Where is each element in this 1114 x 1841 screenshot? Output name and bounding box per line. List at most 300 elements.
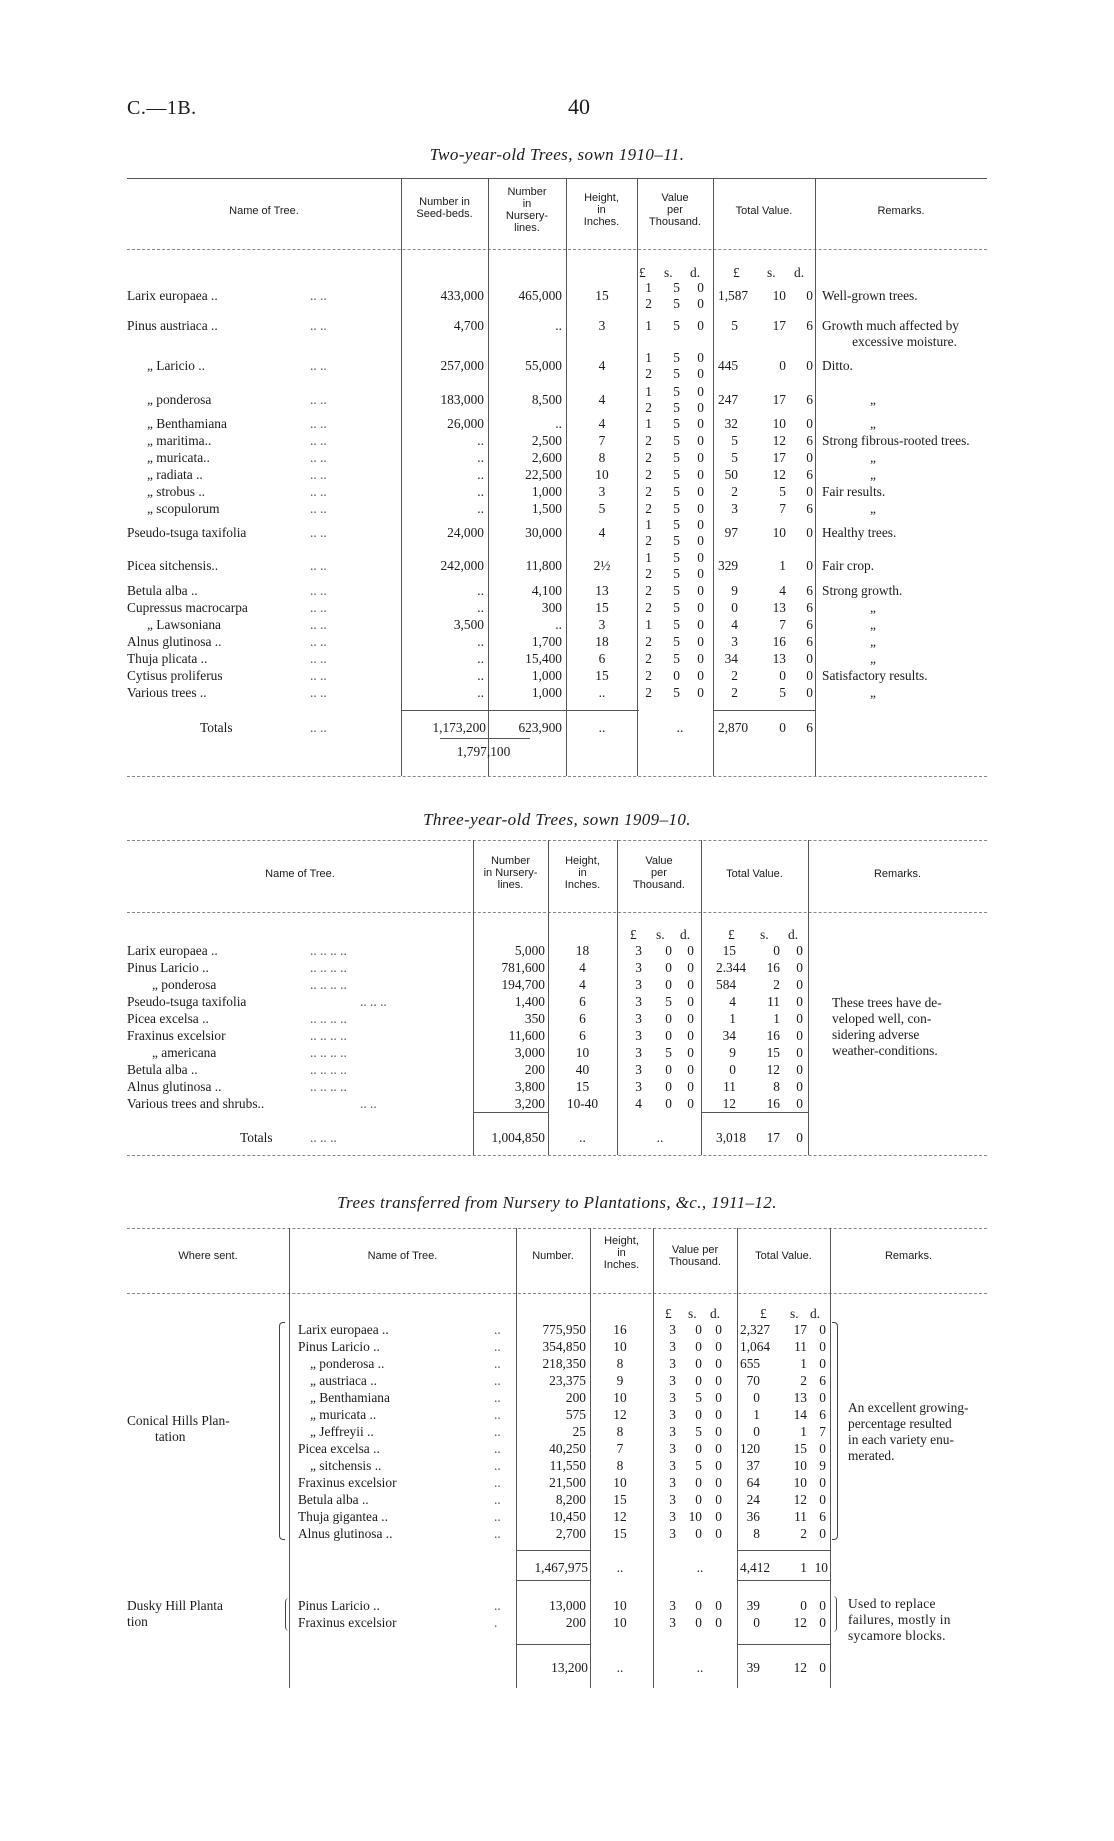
header-remarks — [815, 205, 987, 217]
value-shillings: 5 — [673, 416, 680, 431]
nursery-lines-total: 1,004,850 — [491, 1130, 545, 1145]
table-row — [0, 617, 1114, 633]
total-value-pence: 0 — [806, 484, 813, 499]
leader-dots: .. .. — [310, 501, 327, 516]
value-pence: 0 — [687, 1045, 694, 1060]
nursery-lines-count: .. — [555, 318, 562, 333]
height-inches: 10 — [613, 1390, 627, 1405]
table-row — [0, 943, 1114, 959]
number-transferred: 10,450 — [549, 1509, 586, 1524]
combined-total: 1,797,100 — [456, 744, 511, 759]
leader-dots: .. .. .. .. — [310, 1062, 347, 1077]
rule-line — [127, 776, 987, 777]
brace-right — [832, 1322, 838, 1540]
value-shillings: 5 — [673, 350, 680, 365]
grand-total-value-pence: 6 — [806, 720, 813, 735]
tree-name: Larix europaea .. — [298, 1322, 389, 1337]
value-pounds: 2 — [645, 484, 652, 499]
value-pounds: 2 — [645, 685, 652, 700]
height-inches: 6 — [598, 651, 606, 666]
total-value-pounds: 70 — [746, 1373, 760, 1388]
value-pence: 0 — [715, 1322, 722, 1337]
number-transferred: 200 — [565, 1615, 586, 1630]
value-pence: 0 — [697, 384, 704, 399]
total-value-pounds: 11 — [723, 1079, 736, 1094]
units-row — [0, 1306, 1114, 1322]
total-value-pence: 0 — [806, 288, 813, 303]
value-shillings: 5 — [673, 617, 680, 632]
total-value-pence: 0 — [819, 1492, 826, 1507]
page-header-code: C.—1B. — [127, 97, 197, 119]
height-inches: 7 — [616, 1441, 624, 1456]
value-pounds: 3 — [669, 1441, 676, 1456]
nursery-lines-count: 1,000 — [531, 685, 562, 700]
header-total-value — [737, 1250, 830, 1262]
leader-dots: .. .. .. .. — [310, 1079, 347, 1094]
rule-line — [127, 1155, 987, 1156]
value-pounds: 3 — [669, 1407, 676, 1422]
value-pence: 0 — [687, 1079, 694, 1094]
total-value-pence: 0 — [819, 1526, 826, 1541]
value-pounds: 3 — [669, 1373, 676, 1388]
height-subtotal: .. — [616, 1560, 624, 1575]
total-value-shillings: 13 — [772, 600, 786, 615]
value-pence: 0 — [715, 1458, 722, 1473]
value-pence: 0 — [697, 634, 704, 649]
table-row — [0, 384, 1114, 415]
total-value-shillings: 10 — [793, 1458, 807, 1473]
total-value-pence: 0 — [819, 1598, 826, 1613]
table-row — [0, 280, 1114, 311]
leader-dots: .. .. — [310, 433, 327, 448]
seed-beds-count: 257,000 — [440, 358, 484, 373]
total-value-pence: 6 — [806, 392, 813, 407]
where-line: Conical Hills Plan- — [127, 1413, 230, 1428]
value-shillings: 5 — [695, 1390, 702, 1405]
number-transferred: 11,550 — [549, 1458, 586, 1473]
total-value-pounds: 24 — [746, 1492, 760, 1507]
seed-beds-count: 26,000 — [447, 416, 484, 431]
nursery-lines-count: 300 — [541, 600, 562, 615]
leader-dots: .. — [494, 1373, 501, 1388]
rule-line — [737, 1644, 830, 1645]
height-inches: 13 — [595, 583, 609, 598]
height-subtotal: .. — [616, 1660, 624, 1675]
subtotal-value-shillings: 1 — [800, 1560, 807, 1575]
leader-dots: .. — [494, 1322, 501, 1337]
brace-right — [832, 1596, 837, 1632]
total-value-pounds: 34 — [722, 1028, 736, 1043]
value-pounds: 2 — [645, 583, 652, 598]
nursery-lines-count: 2,500 — [531, 433, 562, 448]
height-inches: 7 — [598, 433, 606, 448]
height-inches: 4 — [579, 960, 586, 975]
remark-line: percentage resulted — [848, 1416, 952, 1431]
value-pounds: 3 — [635, 1011, 642, 1026]
header-name-of-tree — [127, 205, 401, 217]
total-value-pence: 0 — [796, 960, 803, 975]
nursery-lines-count: 4,100 — [531, 583, 562, 598]
nursery-lines-count: .. — [555, 617, 562, 632]
unit-pence: d. — [710, 1306, 721, 1321]
table-row — [0, 583, 1114, 599]
unit-pound: £ — [665, 1306, 672, 1321]
tree-name: „ ponderosa — [152, 977, 217, 992]
header-height-line: Inches. — [564, 879, 601, 891]
leader-dots: .. .. — [310, 583, 327, 598]
value-pounds: 1 — [645, 617, 652, 632]
tree-name: „ muricata .. — [310, 1407, 377, 1422]
height-inches: 10 — [575, 1045, 590, 1060]
value-pounds: 3 — [635, 994, 642, 1009]
grand-total-value-pounds: 3,018 — [716, 1130, 747, 1145]
rule-line — [713, 710, 815, 711]
value-pounds: 1 — [645, 384, 652, 399]
total-value-pence: 0 — [796, 994, 803, 1009]
total-value-pounds: 2,327 — [740, 1322, 771, 1337]
table-row — [0, 1526, 1114, 1542]
height-inches: 15 — [595, 288, 609, 303]
height-inches: 18 — [595, 634, 609, 649]
total-value-shillings: 17 — [793, 1322, 807, 1337]
number-transferred: 575 — [565, 1407, 586, 1422]
rule-line — [127, 1228, 987, 1229]
unit-total-pence: d. — [788, 927, 799, 942]
tree-name: Picea excelsa .. — [127, 1011, 209, 1026]
value-shillings: 0 — [665, 1062, 672, 1077]
total-value-shillings: 2 — [800, 1373, 807, 1388]
total-value-shillings: 16 — [772, 634, 786, 649]
subtotal-value-shillings: 12 — [793, 1660, 807, 1675]
total-value-pounds: 9 — [731, 583, 738, 598]
leader-dots: .. .. — [310, 525, 327, 540]
height-inches: 12 — [613, 1509, 627, 1524]
remark-text: „ — [870, 600, 876, 615]
total-value-pounds: 32 — [724, 416, 738, 431]
value-pounds: 3 — [669, 1492, 676, 1507]
unit-shilling: s. — [664, 265, 673, 280]
height-inches: 3 — [598, 318, 606, 333]
where-sent-conical-hills — [127, 1413, 277, 1445]
value-shillings: 5 — [695, 1458, 702, 1473]
total-value-pounds: 5 — [731, 433, 738, 448]
tree-name: Cytisus proliferus — [127, 668, 223, 683]
nursery-lines-count: 55,000 — [525, 358, 562, 373]
value-pounds: 3 — [669, 1390, 676, 1405]
value-pounds: 2 — [645, 450, 652, 465]
value-shillings: 5 — [673, 450, 680, 465]
header-nursery-lines-line: Number — [507, 186, 547, 198]
tree-name: Larix europaea .. — [127, 943, 218, 958]
tree-name: Pinus Laricio .. — [127, 960, 209, 975]
total-value-pounds: 0 — [753, 1390, 760, 1405]
height-inches: 6 — [579, 1028, 586, 1043]
total-value-shillings: 8 — [773, 1079, 780, 1094]
number-subtotal: 13,200 — [551, 1660, 588, 1675]
total-value-pounds: 97 — [724, 525, 738, 540]
unit-total-pound: £ — [728, 927, 735, 942]
header-value-per-thousand-line: Value — [645, 855, 673, 867]
leader-dots: .. .. — [310, 358, 327, 373]
value-pence: 0 — [697, 550, 704, 565]
value-pounds: 3 — [635, 1045, 642, 1060]
value-shillings: 0 — [695, 1322, 702, 1337]
total-value-shillings: 0 — [779, 668, 786, 683]
value-shillings: 5 — [673, 384, 680, 399]
total-value-shillings: 16 — [766, 1028, 780, 1043]
leader-dots: .. .. — [310, 484, 327, 499]
total-value-pounds: 0 — [729, 1062, 736, 1077]
value-pence: 0 — [697, 366, 704, 381]
value-shillings: 0 — [673, 668, 680, 683]
nursery-lines-total: 623,900 — [518, 720, 562, 735]
nursery-lines-count: 2,600 — [531, 450, 562, 465]
leader-dots: .. .. — [310, 416, 327, 431]
nursery-lines-count: 11,600 — [508, 1028, 545, 1043]
total-value-shillings: 0 — [800, 1598, 807, 1613]
value-pounds: 2 — [645, 400, 652, 415]
table-row — [0, 1322, 1114, 1338]
value-pence: 0 — [687, 1011, 694, 1026]
value-pounds: 3 — [635, 943, 642, 958]
value-pence: 0 — [697, 318, 704, 333]
height-inches: 3 — [598, 617, 606, 632]
value-pounds: 3 — [669, 1424, 676, 1439]
nursery-lines-count: .. — [555, 416, 562, 431]
value-shillings: 5 — [695, 1424, 702, 1439]
remark-line: Used to replace — [848, 1596, 936, 1611]
total-value-pence: 0 — [806, 668, 813, 683]
leader-dots: .. — [494, 1509, 501, 1524]
total-value-pence: 0 — [796, 1045, 803, 1060]
total-value-pence: 6 — [806, 634, 813, 649]
value-pounds: 2 — [645, 533, 652, 548]
value-pounds: 2 — [645, 566, 652, 581]
nursery-lines-count: 3,000 — [514, 1045, 545, 1060]
height-inches: 8 — [616, 1424, 624, 1439]
leader-dots: .. .. — [310, 685, 327, 700]
table-row — [0, 668, 1114, 684]
total-value-shillings: 13 — [772, 651, 786, 666]
height-inches: 8 — [616, 1458, 624, 1473]
total-value-shillings: 2 — [773, 977, 780, 992]
value-shillings: 5 — [673, 533, 680, 548]
total-value-shillings: 15 — [793, 1441, 807, 1456]
remark-text: Satisfactory results. — [822, 668, 928, 683]
height-inches: 10 — [595, 467, 609, 482]
number-transferred: 354,850 — [542, 1339, 586, 1354]
totals-label: Totals — [240, 1130, 273, 1145]
value-pence: 0 — [697, 467, 704, 482]
leader-dots: .. .. .. — [310, 1130, 337, 1145]
remark-text: Ditto. — [822, 358, 853, 373]
value-shillings: 0 — [695, 1598, 702, 1613]
brace-left — [279, 1322, 285, 1540]
tree-name: „ ponderosa .. — [310, 1356, 385, 1371]
header-nursery-lines-line: in — [522, 198, 532, 210]
header-total-value — [701, 868, 808, 880]
header-name-of-tree-line: Name of Tree. — [367, 1250, 438, 1262]
leader-dots: .. — [494, 1598, 501, 1613]
total-value-pounds: 329 — [718, 558, 739, 573]
header-remarks-line: Remarks. — [877, 205, 925, 217]
value-pounds: 2 — [645, 296, 652, 311]
height-inches: 6 — [579, 1011, 586, 1026]
tree-name: „ muricata.. — [147, 450, 210, 465]
header-height — [548, 855, 617, 891]
value-pounds: 3 — [635, 1062, 642, 1077]
rule-line — [127, 178, 987, 179]
table-row — [0, 517, 1114, 548]
total-value-pence: 6 — [819, 1407, 826, 1422]
remark-text: „ — [870, 685, 876, 700]
header-remarks-line: Remarks. — [884, 1250, 933, 1262]
seed-beds-count: .. — [477, 450, 484, 465]
header-height-line: in — [578, 867, 587, 879]
total-value-pence: 0 — [819, 1441, 826, 1456]
tree-name: „ americana — [152, 1045, 217, 1060]
value-pence: 0 — [697, 566, 704, 581]
header-height-line: Height, — [584, 192, 619, 204]
height-inches: 8 — [616, 1356, 624, 1371]
value-pounds: 1 — [645, 416, 652, 431]
seed-beds-total: 1,173,200 — [432, 720, 486, 735]
value-pence: 0 — [687, 960, 694, 975]
table-row — [0, 977, 1114, 993]
table-row — [0, 1079, 1114, 1095]
tree-name: „ austriaca .. — [310, 1373, 377, 1388]
total-value-shillings: 1 — [773, 1011, 780, 1026]
rule-line — [127, 1293, 987, 1294]
value-shillings: 5 — [673, 517, 680, 532]
tree-name: Thuja gigantea .. — [298, 1509, 388, 1524]
unit-pound: £ — [630, 927, 637, 942]
value-pence: 0 — [687, 1028, 694, 1043]
total-value-pence: 0 — [806, 450, 813, 465]
value-subtotal: .. — [696, 1560, 704, 1575]
table-row — [0, 634, 1114, 650]
table-row — [0, 467, 1114, 483]
rule-line — [516, 1550, 590, 1551]
unit-total-shilling: s. — [767, 265, 776, 280]
value-pence: 0 — [697, 501, 704, 516]
leader-dots: .. — [494, 1339, 501, 1354]
remark-text: „ — [870, 651, 876, 666]
value-shillings: 0 — [665, 943, 672, 958]
total-value-pence: 0 — [819, 1322, 826, 1337]
number-transferred: 2,700 — [555, 1526, 586, 1541]
remark-text: „ — [870, 501, 876, 516]
number-transferred: 8,200 — [555, 1492, 586, 1507]
value-pence: 0 — [697, 533, 704, 548]
header-name-of-tree-line: Name of Tree. — [265, 868, 335, 880]
rule-line — [473, 1112, 548, 1113]
total-value-pence: 0 — [806, 416, 813, 431]
header-number — [516, 1250, 590, 1262]
total-value-pence: 6 — [806, 501, 813, 516]
value-pounds: 3 — [669, 1356, 676, 1371]
total-value-shillings: 1 — [800, 1356, 807, 1371]
rule-line — [127, 912, 987, 913]
tree-name: „ ponderosa — [147, 392, 212, 407]
total-value-pounds: 3 — [731, 501, 738, 516]
value-pounds: 3 — [635, 1079, 642, 1094]
total-value-shillings: 15 — [766, 1045, 780, 1060]
value-pounds: 3 — [669, 1475, 676, 1490]
header-remarks — [808, 868, 987, 880]
grand-total-value-shillings: 0 — [779, 720, 786, 735]
height-inches: 4 — [598, 525, 606, 540]
height-inches: 10 — [613, 1339, 627, 1354]
tree-name: Thuja plicata .. — [127, 651, 208, 666]
header-height-line: Height, — [565, 855, 600, 867]
subtotal-value-pounds: 39 — [746, 1660, 760, 1675]
value-shillings: 0 — [695, 1441, 702, 1456]
remark-text: Strong growth. — [822, 583, 903, 598]
leader-dots: .. — [494, 1356, 501, 1371]
totals-row — [0, 720, 1114, 736]
value-shillings: 5 — [673, 566, 680, 581]
header-nursery-lines-line: Number — [490, 855, 531, 867]
nursery-lines-count: 5,000 — [514, 943, 545, 958]
leader-dots: .. .. — [310, 600, 327, 615]
where-line: Dusky Hill Planta — [127, 1598, 223, 1613]
header-seed-beds-line: Number in — [419, 196, 470, 208]
header-total-value — [713, 205, 815, 217]
value-pence: 0 — [687, 943, 694, 958]
where-line: tion — [127, 1614, 148, 1629]
height-inches: 15 — [595, 668, 609, 683]
tree-name: Alnus glutinosa .. — [127, 634, 222, 649]
total-value-shillings: 1 — [779, 558, 786, 573]
value-total: .. — [656, 1130, 664, 1145]
total-value-pounds: 2 — [731, 685, 738, 700]
header-value-per-thousand-line: per — [667, 204, 683, 216]
value-pence: 0 — [715, 1373, 722, 1388]
seed-beds-count: .. — [477, 433, 484, 448]
header-nursery-lines-line: lines. — [514, 222, 540, 234]
header-value-per-thousand-line: Thousand. — [633, 879, 685, 891]
total-value-pence: 0 — [796, 1028, 803, 1043]
tree-name: „ maritima.. — [147, 433, 212, 448]
leader-dots: .. .. .. .. — [310, 1045, 347, 1060]
subtotal-value-pounds: 4,412 — [740, 1560, 771, 1575]
total-value-shillings: 10 — [772, 525, 786, 540]
header-height-line: in — [617, 1247, 626, 1259]
total-value-pounds: 247 — [718, 392, 739, 407]
combined-total-row — [0, 744, 1114, 760]
header-value-per-thousand — [637, 192, 713, 228]
value-shillings: 0 — [665, 1096, 672, 1111]
total-value-shillings: 10 — [772, 288, 786, 303]
value-pounds: 3 — [635, 960, 642, 975]
value-shillings: 5 — [673, 366, 680, 381]
tree-name: Picea sitchensis.. — [127, 558, 219, 573]
total-value-pounds: 1 — [729, 1011, 736, 1026]
tree-name: „ Jeffreyii .. — [310, 1424, 374, 1439]
total-value-shillings: 12 — [793, 1492, 807, 1507]
remark-line: in each variety enu- — [848, 1432, 954, 1447]
nursery-lines-count: 11,800 — [525, 558, 562, 573]
leader-dots: .. .. .. — [360, 994, 387, 1009]
total-value-pence: 0 — [806, 685, 813, 700]
value-pounds: 3 — [669, 1615, 676, 1630]
total-value-pounds: 584 — [716, 977, 737, 992]
total-value-pounds: 445 — [718, 358, 739, 373]
value-shillings: 0 — [665, 1079, 672, 1094]
header-height-line: Inches. — [603, 1259, 640, 1271]
value-pounds: 3 — [669, 1458, 676, 1473]
